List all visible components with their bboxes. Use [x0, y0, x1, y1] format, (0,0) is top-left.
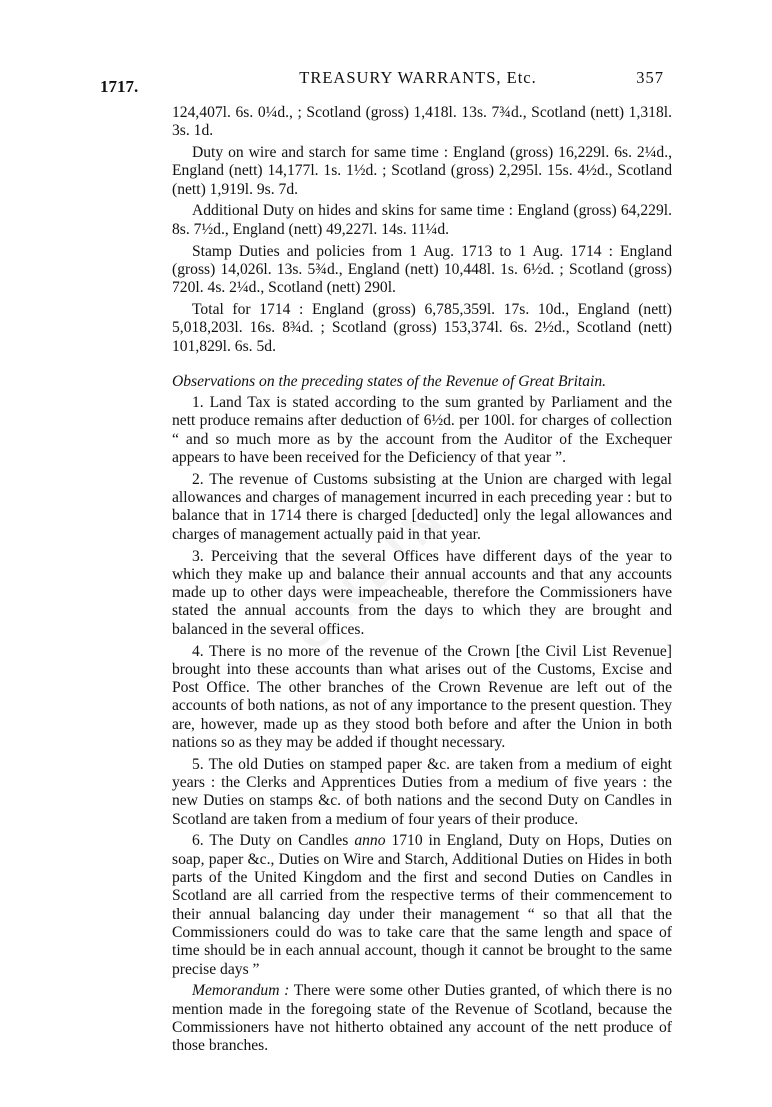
observation-2: 2. The revenue of Customs subsisting at the Union are charged with legal allowances and charges of management incurred in each preceding year : but to balance that in 1714 there is charged [deducted] only the legal allowances and charges of management actually paid in that year. [172, 470, 672, 543]
paragraph-total-1714: Total for 1714 : England (gross) 6,785,359l. 17s. 10d., England (nett) 5,018,203l. 16s. 8¾d. ; Scotland (gross) 153,374l. 6s. 2½d., Scotland (nett) 101,829l. 6s. 5d. [172, 300, 672, 355]
observation-6-rest: 1710 in England, Duty on Hops, Duties on soap, paper &c., Duties on Wire and Starch, Additional Duties on Hides in both parts of the United Kingdom and the first and second Duties on Candles in Scotland are all carried from the respective terms of their commencement to their annual balancing day under their management “ so that all that the Commissioners could do was to take care that the same length and space of time should be in each annual account, though it cannot be brought to the same precise days ” [172, 832, 672, 978]
paragraph-stamp-duties: Stamp Duties and policies from 1 Aug. 1713 to 1 Aug. 1714 : England (gross) 14,026l. 13s. 5¾d., England (nett) 10,448l. 1s. 6½d. ; Scotland (gross) 720l. 4s. 2¼d., Scotland (nett) 290l. [172, 242, 672, 297]
running-header [172, 68, 664, 92]
paragraph-wire-starch-duty: Duty on wire and starch for same time : England (gross) 16,229l. 6s. 2¼d., England (nett) 14,177l. 1s. 1½d. ; Scotland (gross) 2,295l. 15s. 4½d., Scotland (nett) 1,919l. 9s. 7d. [172, 144, 672, 198]
memorandum [172, 982, 672, 1055]
observation-5: 5. The old Duties on stamped paper &c. are taken from a medium of eight years : the Clerks and Apprentices Duties from a medium of five years : the new Duties on stamps &c. of both nations and the second Duty on Candles in Scotland are taken from a medium of four years of their produce. [172, 755, 672, 828]
memorandum-text: There were some other Duties granted, of which there is no mention made in the foregoing state of the Revenue of Scotland, because the Commissioners have not hitherto obtained any account of the nett produce of those branches. [172, 982, 672, 1055]
paragraph-hides-skins-duty: Additional Duty on hides and skins for same time : England (gross) 64,229l. 8s. 7½d., England (nett) 49,227l. 14s. 11¼d. [172, 202, 672, 238]
observation-6-start: 6. The Duty on Candles [192, 832, 349, 850]
observation-1: 1. Land Tax is stated according to the sum granted by Parliament and the nett produce remains after deduction of 6½d. per 100l. for charges of collection “ and so much more as by the account from the Auditor of the Exchequer appears to have been received for the Deficiency of that year ”. [172, 394, 672, 467]
page-body [172, 104, 672, 1059]
margin-year: 1717. [100, 77, 139, 96]
running-title: TREASURY WARRANTS, Etc. [299, 68, 537, 87]
memorandum-label: Memorandum : [192, 982, 290, 1000]
observation-3: 3. Perceiving that the several Offices have different days of the year to which they make up and balance their annual accounts and that any accounts made up to other days were impeacheable, therefore the Commissioners have stated the annual accounts from the days to which they are brought and balanced in the several offices. [172, 547, 672, 638]
observation-6-anno: anno [354, 832, 386, 850]
observation-6 [172, 832, 672, 978]
observations-heading: Observations on the preceding states of the Revenue of Great Britain. [172, 372, 607, 390]
page-number: 357 [636, 68, 664, 87]
observation-4: 4. There is no more of the revenue of the Crown [the Civil List Revenue] brought into these accounts than what arises out of the Customs, Excise and Post Office. The other branches of the Crown Revenue are left out of the accounts of both nations, as not of any importance to the present question. They are, however, made up as they stood both before and after the Union in both nations so as they may be added if thought necessary. [172, 642, 672, 751]
paragraph-scotland-duties-cont: 124,407l. 6s. 0¼d., ; Scotland (gross) 1,418l. 13s. 7¾d., Scotland (nett) 1,318l. 3s. 1d. [172, 104, 672, 140]
